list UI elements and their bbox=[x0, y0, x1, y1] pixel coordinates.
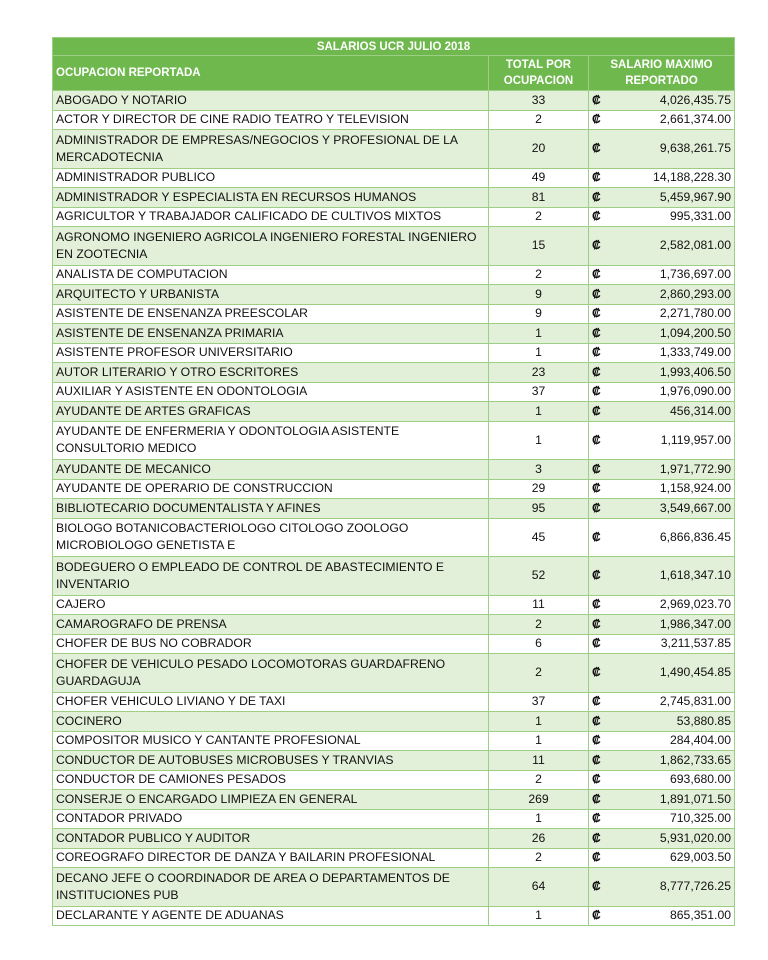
currency-symbol: ₡ bbox=[589, 615, 615, 635]
total-cell: 2 bbox=[489, 615, 589, 635]
occupation-cell: CAMAROGRAFO DE PRENSA bbox=[53, 615, 489, 635]
total-cell: 1 bbox=[489, 809, 589, 829]
table-row bbox=[53, 692, 735, 712]
total-cell: 33 bbox=[489, 91, 589, 111]
total-cell: 3 bbox=[489, 460, 589, 480]
occupation-cell: ASISTENTE PROFESOR UNIVERSITARIO bbox=[53, 343, 489, 363]
salary-cell: 995,331.00 bbox=[615, 207, 735, 227]
salary-cell: 1,333,749.00 bbox=[615, 343, 735, 363]
total-cell: 49 bbox=[489, 168, 589, 188]
total-cell: 2 bbox=[489, 848, 589, 868]
table-row bbox=[53, 790, 735, 810]
currency-symbol: ₡ bbox=[589, 557, 615, 596]
occupation-cell: BIBLIOTECARIO DOCUMENTALISTA Y AFINES bbox=[53, 499, 489, 519]
total-cell: 1 bbox=[489, 343, 589, 363]
salary-cell: 1,158,924.00 bbox=[615, 479, 735, 499]
salary-cell: 629,003.50 bbox=[615, 848, 735, 868]
currency-symbol: ₡ bbox=[589, 770, 615, 790]
table-row bbox=[53, 868, 735, 907]
total-cell: 1 bbox=[489, 906, 589, 926]
table-row bbox=[53, 460, 735, 480]
currency-symbol: ₡ bbox=[589, 654, 615, 693]
total-cell: 37 bbox=[489, 382, 589, 402]
salary-cell: 5,931,020.00 bbox=[615, 829, 735, 849]
occupation-cell: CONTADOR PRIVADO bbox=[53, 809, 489, 829]
salary-cell: 2,582,081.00 bbox=[615, 227, 735, 266]
salary-cell: 1,094,200.50 bbox=[615, 324, 735, 344]
total-cell: 9 bbox=[489, 304, 589, 324]
header-salary: SALARIO MAXIMO REPORTADO bbox=[589, 56, 735, 91]
currency-symbol: ₡ bbox=[589, 848, 615, 868]
occupation-cell: AGRICULTOR Y TRABAJADOR CALIFICADO DE CULTIVOS MIXTOS bbox=[53, 207, 489, 227]
occupation-cell: ACTOR Y DIRECTOR DE CINE RADIO TEATRO Y TELEVISION bbox=[53, 110, 489, 130]
salary-cell: 3,549,667.00 bbox=[615, 499, 735, 519]
currency-symbol: ₡ bbox=[589, 731, 615, 751]
currency-symbol: ₡ bbox=[589, 91, 615, 111]
salary-cell: 1,736,697.00 bbox=[615, 265, 735, 285]
table-row bbox=[53, 712, 735, 732]
currency-symbol: ₡ bbox=[589, 110, 615, 130]
total-cell: 1 bbox=[489, 324, 589, 344]
occupation-cell: ADMINISTRADOR PUBLICO bbox=[53, 168, 489, 188]
table-row bbox=[53, 227, 735, 266]
table-row bbox=[53, 731, 735, 751]
table-title: SALARIOS UCR JULIO 2018 bbox=[53, 38, 735, 56]
salary-cell: 2,860,293.00 bbox=[615, 285, 735, 305]
occupation-cell: COCINERO bbox=[53, 712, 489, 732]
salary-cell: 284,404.00 bbox=[615, 731, 735, 751]
table-row bbox=[53, 595, 735, 615]
table-row bbox=[53, 770, 735, 790]
total-cell: 6 bbox=[489, 634, 589, 654]
salary-cell: 2,271,780.00 bbox=[615, 304, 735, 324]
currency-symbol: ₡ bbox=[589, 460, 615, 480]
currency-symbol: ₡ bbox=[589, 712, 615, 732]
occupation-cell: AYUDANTE DE OPERARIO DE CONSTRUCCION bbox=[53, 479, 489, 499]
occupation-cell: CHOFER VEHICULO LIVIANO Y DE TAXI bbox=[53, 692, 489, 712]
total-cell: 52 bbox=[489, 557, 589, 596]
total-cell: 11 bbox=[489, 751, 589, 771]
total-cell: 1 bbox=[489, 421, 589, 460]
salary-cell: 1,976,090.00 bbox=[615, 382, 735, 402]
currency-symbol: ₡ bbox=[589, 168, 615, 188]
salary-cell: 1,986,347.00 bbox=[615, 615, 735, 635]
currency-symbol: ₡ bbox=[589, 285, 615, 305]
salary-cell: 3,211,537.85 bbox=[615, 634, 735, 654]
currency-symbol: ₡ bbox=[589, 692, 615, 712]
salary-cell: 1,618,347.10 bbox=[615, 557, 735, 596]
salary-cell: 1,862,733.65 bbox=[615, 751, 735, 771]
currency-symbol: ₡ bbox=[589, 906, 615, 926]
table-row bbox=[53, 168, 735, 188]
total-cell: 2 bbox=[489, 110, 589, 130]
total-cell: 20 bbox=[489, 130, 589, 169]
table-row bbox=[53, 829, 735, 849]
table-row bbox=[53, 634, 735, 654]
currency-symbol: ₡ bbox=[589, 518, 615, 557]
table-row bbox=[53, 499, 735, 519]
total-cell: 26 bbox=[489, 829, 589, 849]
table-row bbox=[53, 188, 735, 208]
occupation-cell: AGRONOMO INGENIERO AGRICOLA INGENIERO FORESTAL INGENIERO EN ZOOTECNIA bbox=[53, 227, 489, 266]
currency-symbol: ₡ bbox=[589, 421, 615, 460]
currency-symbol: ₡ bbox=[589, 265, 615, 285]
currency-symbol: ₡ bbox=[589, 790, 615, 810]
currency-symbol: ₡ bbox=[589, 499, 615, 519]
currency-symbol: ₡ bbox=[589, 809, 615, 829]
total-cell: 11 bbox=[489, 595, 589, 615]
salary-table bbox=[52, 37, 735, 926]
occupation-cell: DECANO JEFE O COORDINADOR DE AREA O DEPARTAMENTOS DE INSTITUCIONES PUB bbox=[53, 868, 489, 907]
salary-cell: 865,351.00 bbox=[615, 906, 735, 926]
table-body bbox=[53, 91, 735, 926]
total-cell: 269 bbox=[489, 790, 589, 810]
currency-symbol: ₡ bbox=[589, 207, 615, 227]
total-cell: 1 bbox=[489, 712, 589, 732]
currency-symbol: ₡ bbox=[589, 227, 615, 266]
table-row bbox=[53, 207, 735, 227]
currency-symbol: ₡ bbox=[589, 324, 615, 344]
table-row bbox=[53, 479, 735, 499]
currency-symbol: ₡ bbox=[589, 304, 615, 324]
table-row bbox=[53, 402, 735, 422]
table-row bbox=[53, 751, 735, 771]
occupation-cell: AUTOR LITERARIO Y OTRO ESCRITORES bbox=[53, 363, 489, 383]
total-cell: 23 bbox=[489, 363, 589, 383]
salary-cell: 9,638,261.75 bbox=[615, 130, 735, 169]
currency-symbol: ₡ bbox=[589, 343, 615, 363]
occupation-cell: CONDUCTOR DE AUTOBUSES MICROBUSES Y TRANVIAS bbox=[53, 751, 489, 771]
currency-symbol: ₡ bbox=[589, 130, 615, 169]
salary-cell: 2,661,374.00 bbox=[615, 110, 735, 130]
occupation-cell: COMPOSITOR MUSICO Y CANTANTE PROFESIONAL bbox=[53, 731, 489, 751]
table-row bbox=[53, 654, 735, 693]
total-cell: 37 bbox=[489, 692, 589, 712]
salary-cell: 710,325.00 bbox=[615, 809, 735, 829]
salary-cell: 8,777,726.25 bbox=[615, 868, 735, 907]
total-cell: 2 bbox=[489, 770, 589, 790]
occupation-cell: CHOFER DE VEHICULO PESADO LOCOMOTORAS GUARDAFRENO GUARDAGUJA bbox=[53, 654, 489, 693]
table-row bbox=[53, 304, 735, 324]
occupation-cell: ADMINISTRADOR Y ESPECIALISTA EN RECURSOS HUMANOS bbox=[53, 188, 489, 208]
currency-symbol: ₡ bbox=[589, 634, 615, 654]
salary-cell: 2,969,023.70 bbox=[615, 595, 735, 615]
currency-symbol: ₡ bbox=[589, 751, 615, 771]
occupation-cell: ABOGADO Y NOTARIO bbox=[53, 91, 489, 111]
salary-cell: 693,680.00 bbox=[615, 770, 735, 790]
total-cell: 15 bbox=[489, 227, 589, 266]
table-row bbox=[53, 809, 735, 829]
total-cell: 1 bbox=[489, 402, 589, 422]
table-row bbox=[53, 615, 735, 635]
salary-cell: 1,490,454.85 bbox=[615, 654, 735, 693]
total-cell: 29 bbox=[489, 479, 589, 499]
currency-symbol: ₡ bbox=[589, 188, 615, 208]
table-row bbox=[53, 285, 735, 305]
table-row bbox=[53, 91, 735, 111]
salary-cell: 4,026,435.75 bbox=[615, 91, 735, 111]
table-header-row bbox=[53, 56, 735, 91]
salary-cell: 6,866,836.45 bbox=[615, 518, 735, 557]
salary-cell: 53,880.85 bbox=[615, 712, 735, 732]
header-occupation: OCUPACION REPORTADA bbox=[53, 56, 489, 91]
table-row bbox=[53, 557, 735, 596]
salary-cell: 1,971,772.90 bbox=[615, 460, 735, 480]
occupation-cell: CAJERO bbox=[53, 595, 489, 615]
table-row bbox=[53, 130, 735, 169]
occupation-cell: ANALISTA DE COMPUTACION bbox=[53, 265, 489, 285]
table-row bbox=[53, 906, 735, 926]
occupation-cell: BODEGUERO O EMPLEADO DE CONTROL DE ABASTECIMIENTO E INVENTARIO bbox=[53, 557, 489, 596]
occupation-cell: AYUDANTE DE MECANICO bbox=[53, 460, 489, 480]
table-row bbox=[53, 363, 735, 383]
table-row bbox=[53, 382, 735, 402]
total-cell: 81 bbox=[489, 188, 589, 208]
occupation-cell: ADMINISTRADOR DE EMPRESAS/NEGOCIOS Y PROFESIONAL DE LA MERCADOTECNIA bbox=[53, 130, 489, 169]
table-row bbox=[53, 110, 735, 130]
currency-symbol: ₡ bbox=[589, 868, 615, 907]
occupation-cell: ASISTENTE DE ENSENANZA PREESCOLAR bbox=[53, 304, 489, 324]
table-row bbox=[53, 518, 735, 557]
total-cell: 1 bbox=[489, 731, 589, 751]
occupation-cell: AYUDANTE DE ARTES GRAFICAS bbox=[53, 402, 489, 422]
header-total: TOTAL POR OCUPACION bbox=[489, 56, 589, 91]
table-row bbox=[53, 421, 735, 460]
table-row bbox=[53, 343, 735, 363]
total-cell: 2 bbox=[489, 207, 589, 227]
currency-symbol: ₡ bbox=[589, 829, 615, 849]
occupation-cell: DECLARANTE Y AGENTE DE ADUANAS bbox=[53, 906, 489, 926]
occupation-cell: CONDUCTOR DE CAMIONES PESADOS bbox=[53, 770, 489, 790]
salary-cell: 2,745,831.00 bbox=[615, 692, 735, 712]
currency-symbol: ₡ bbox=[589, 382, 615, 402]
salary-cell: 1,891,071.50 bbox=[615, 790, 735, 810]
salary-cell: 1,119,957.00 bbox=[615, 421, 735, 460]
table-row bbox=[53, 265, 735, 285]
salary-cell: 14,188,228.30 bbox=[615, 168, 735, 188]
currency-symbol: ₡ bbox=[589, 402, 615, 422]
total-cell: 64 bbox=[489, 868, 589, 907]
salary-cell: 1,993,406.50 bbox=[615, 363, 735, 383]
salary-cell: 5,459,967.90 bbox=[615, 188, 735, 208]
occupation-cell: CONTADOR PUBLICO Y AUDITOR bbox=[53, 829, 489, 849]
currency-symbol: ₡ bbox=[589, 595, 615, 615]
occupation-cell: AUXILIAR Y ASISTENTE EN ODONTOLOGIA bbox=[53, 382, 489, 402]
currency-symbol: ₡ bbox=[589, 479, 615, 499]
total-cell: 2 bbox=[489, 654, 589, 693]
occupation-cell: AYUDANTE DE ENFERMERIA Y ODONTOLOGIA ASISTENTE CONSULTORIO MEDICO bbox=[53, 421, 489, 460]
occupation-cell: ASISTENTE DE ENSENANZA PRIMARIA bbox=[53, 324, 489, 344]
occupation-cell: BIOLOGO BOTANICOBACTERIOLOGO CITOLOGO ZOOLOGO MICROBIOLOGO GENETISTA E bbox=[53, 518, 489, 557]
occupation-cell: COREOGRAFO DIRECTOR DE DANZA Y BAILARIN PROFESIONAL bbox=[53, 848, 489, 868]
occupation-cell: CHOFER DE BUS NO COBRADOR bbox=[53, 634, 489, 654]
table-row bbox=[53, 848, 735, 868]
occupation-cell: CONSERJE O ENCARGADO LIMPIEZA EN GENERAL bbox=[53, 790, 489, 810]
total-cell: 45 bbox=[489, 518, 589, 557]
occupation-cell: ARQUITECTO Y URBANISTA bbox=[53, 285, 489, 305]
currency-symbol: ₡ bbox=[589, 363, 615, 383]
total-cell: 95 bbox=[489, 499, 589, 519]
total-cell: 9 bbox=[489, 285, 589, 305]
table-title-row bbox=[53, 38, 735, 56]
total-cell: 2 bbox=[489, 265, 589, 285]
salary-cell: 456,314.00 bbox=[615, 402, 735, 422]
table-row bbox=[53, 324, 735, 344]
